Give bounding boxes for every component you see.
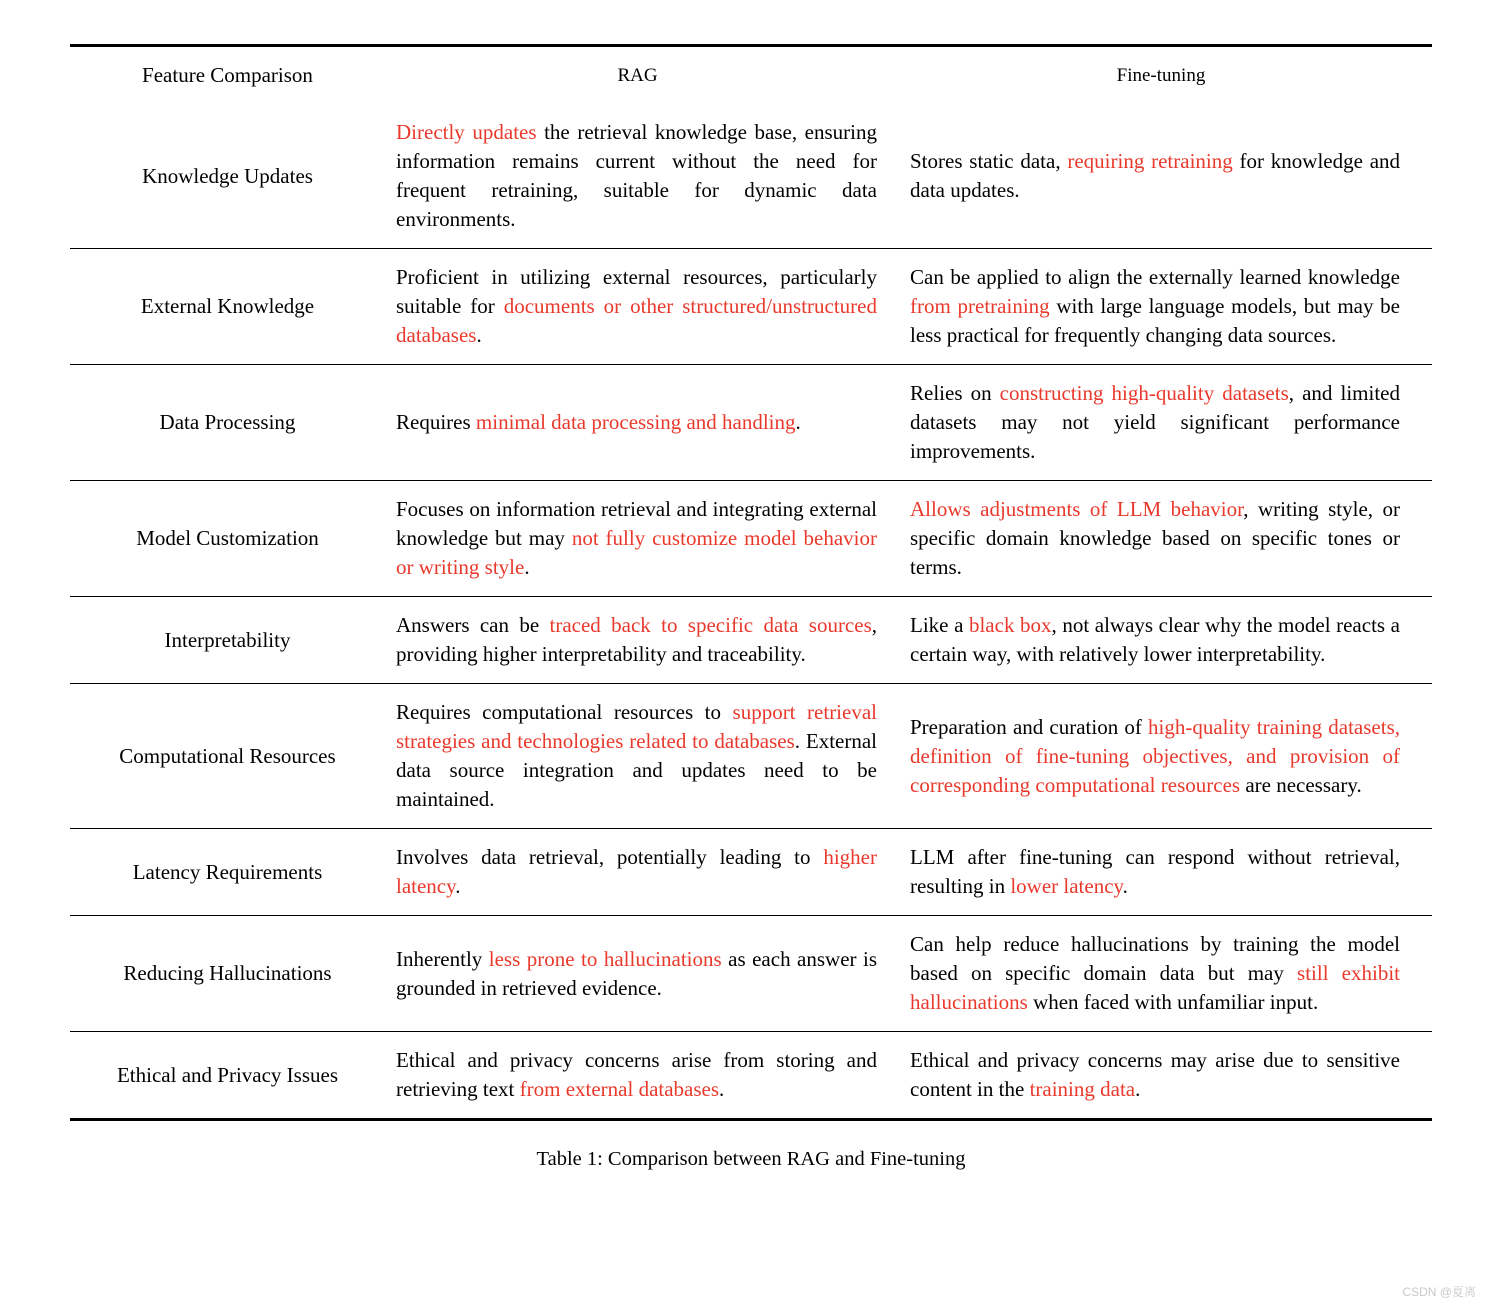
plain-text: , and limited datasets may not yield significant performance improvements. (910, 381, 1400, 463)
rag-cell-text (396, 1046, 877, 1104)
fine-tuning-cell (890, 104, 1432, 248)
highlighted-text: lower latency (1010, 874, 1123, 898)
plain-text: are necessary. (1240, 772, 1362, 797)
rag-cell (385, 916, 890, 1031)
highlighted-text: not fully customize model behavior or writing style (396, 526, 878, 579)
table-row (70, 683, 1432, 828)
plain-text: . (1135, 1077, 1141, 1101)
csdn-watermark: CSDN @夏离 (1402, 1285, 1476, 1299)
header-rag: RAG (617, 65, 658, 86)
rag-cell (385, 249, 890, 364)
table-row (70, 104, 1432, 248)
table-header-row (70, 47, 1432, 104)
plain-text: . External data source integration and updates need to be maintained. (396, 729, 877, 811)
plain-text: Relies on (910, 381, 1000, 405)
highlighted-text: training data (1029, 1077, 1136, 1101)
highlighted-text: black box (968, 613, 1052, 637)
plain-text: , writing style, or specific domain knowledge based on specific tones or terms. (910, 497, 1400, 579)
highlighted-text: high-quality training datasets, definition of fine-tuning objectives, and provision of corresponding computational resources (910, 714, 1400, 797)
header-fine-tuning: Fine-tuning (1116, 65, 1206, 86)
rag-cell (385, 1032, 890, 1118)
table-row (70, 828, 1432, 915)
plain-text: Focuses on information retrieval and integrating external knowledge but may (396, 497, 877, 550)
fine-tuning-cell-text (910, 147, 1400, 205)
plain-text: with large language models, but may be less practical for frequently changing data sources. (910, 294, 1400, 347)
highlighted-text: documents or other structured/unstructured databases (396, 294, 877, 347)
table-row (70, 480, 1432, 596)
rag-cell-text (396, 945, 877, 1003)
highlighted-text: Allows adjustments of LLM behavior (910, 497, 1244, 521)
rag-cell (385, 365, 890, 480)
fine-tuning-cell-text (910, 611, 1400, 669)
feature-label: Reducing Hallucinations (123, 961, 332, 985)
highlighted-text: Directly updates (396, 120, 537, 144)
rag-cell-text (396, 263, 877, 350)
table-row (70, 1031, 1432, 1118)
rag-cell-text (396, 408, 877, 437)
fine-tuning-cell (890, 481, 1432, 596)
plain-text: Can be applied to align the externally learned knowledge (910, 265, 1400, 289)
plain-text: when faced with unfamiliar input. (1027, 990, 1319, 1014)
plain-text: Requires (396, 410, 476, 434)
plain-text: the retrieval knowledge base, ensuring information remains current without the need for frequent retraining, suitable for dynamic data environments. (396, 120, 878, 231)
plain-text: Involves data retrieval, potentially leading to (396, 845, 824, 869)
table-row (70, 248, 1432, 364)
plain-text: Stores static data, (910, 149, 1068, 173)
highlighted-text: still exhibit hallucinations (910, 961, 1400, 1014)
fine-tuning-cell-text (910, 379, 1400, 466)
fine-tuning-cell (890, 684, 1432, 828)
rag-cell-text (396, 611, 877, 669)
plain-text: . (795, 410, 801, 434)
highlighted-text: constructing high-quality datasets (999, 381, 1289, 405)
fine-tuning-cell-text (910, 930, 1400, 1017)
plain-text: . (455, 874, 461, 898)
rag-cell (385, 597, 890, 683)
highlighted-text: from external databases (519, 1077, 720, 1101)
plain-text: Preparation and curation of (910, 714, 1148, 739)
feature-label: Interpretability (164, 627, 291, 652)
highlighted-text: higher latency (396, 845, 877, 898)
table-body (70, 104, 1432, 1118)
plain-text: Requires computational resources to (396, 700, 733, 724)
rag-cell-text (396, 843, 877, 901)
fine-tuning-cell-text (910, 263, 1400, 350)
feature-label: Data Processing (159, 410, 296, 434)
fine-tuning-cell-text (910, 713, 1400, 800)
feature-label: External Knowledge (140, 294, 315, 318)
fine-tuning-cell-text (910, 843, 1400, 901)
highlighted-text: less prone to hallucinations (488, 946, 722, 971)
rag-cell (385, 684, 890, 828)
fine-tuning-cell (890, 916, 1432, 1031)
header-feature-comparison: Feature Comparison (142, 63, 313, 87)
table-caption: Table 1: Comparison between RAG and Fine-tuning (536, 1148, 966, 1170)
plain-text: Proficient in utilizing external resources, particularly suitable for (396, 265, 877, 318)
fine-tuning-cell-text (910, 495, 1400, 582)
fine-tuning-cell (890, 249, 1432, 364)
highlighted-text: support retrieval strategies and technologies related to databases (396, 700, 877, 753)
rag-cell-text (396, 495, 877, 582)
plain-text: Ethical and privacy concerns arise from storing and retrieving text (396, 1048, 877, 1101)
feature-label: Ethical and Privacy Issues (116, 1062, 339, 1087)
rag-cell-text (396, 118, 877, 234)
rag-cell (385, 829, 890, 915)
plain-text: Inherently (396, 946, 489, 971)
feature-label: Computational Resources (119, 743, 336, 768)
plain-text: Can help reduce hallucinations by training the model based on specific domain data but may (910, 932, 1400, 985)
feature-label: Model Customization (136, 526, 319, 550)
plain-text: , providing higher interpretability and traceability. (396, 613, 877, 666)
plain-text: as each answer is grounded in retrieved evidence. (396, 946, 878, 1000)
plain-text: LLM after fine-tuning can respond without retrieval, resulting in (910, 845, 1400, 898)
fine-tuning-cell-text (910, 1046, 1400, 1104)
plain-text: . (1122, 874, 1128, 898)
highlighted-text: requiring retraining (1067, 149, 1233, 173)
feature-label: Knowledge Updates (142, 163, 313, 188)
rag-cell (385, 481, 890, 596)
rag-cell (385, 104, 890, 248)
plain-text: . (524, 555, 530, 579)
feature-label: Latency Requirements (132, 859, 323, 884)
fine-tuning-cell (890, 829, 1432, 915)
comparison-table (70, 44, 1432, 1121)
fine-tuning-cell (890, 597, 1432, 683)
rag-cell-text (396, 698, 877, 814)
plain-text: . (476, 323, 482, 347)
highlighted-text: minimal data processing and handling (475, 410, 796, 434)
highlighted-text: from pretraining (910, 294, 1050, 318)
highlighted-text: traced back to specific data sources (549, 613, 872, 637)
plain-text: for knowledge and data updates. (910, 149, 1401, 202)
fine-tuning-cell (890, 365, 1432, 480)
plain-text: Answers can be (396, 613, 550, 637)
plain-text: Ethical and privacy concerns may arise due to sensitive content in the (910, 1048, 1400, 1101)
table-row (70, 596, 1432, 683)
plain-text: , not always clear why the model reacts a certain way, with relatively lower interpretability. (910, 613, 1400, 666)
table-row (70, 364, 1432, 480)
table-row (70, 915, 1432, 1031)
plain-text: Like a (910, 613, 969, 637)
fine-tuning-cell (890, 1032, 1432, 1118)
plain-text: . (719, 1077, 725, 1101)
